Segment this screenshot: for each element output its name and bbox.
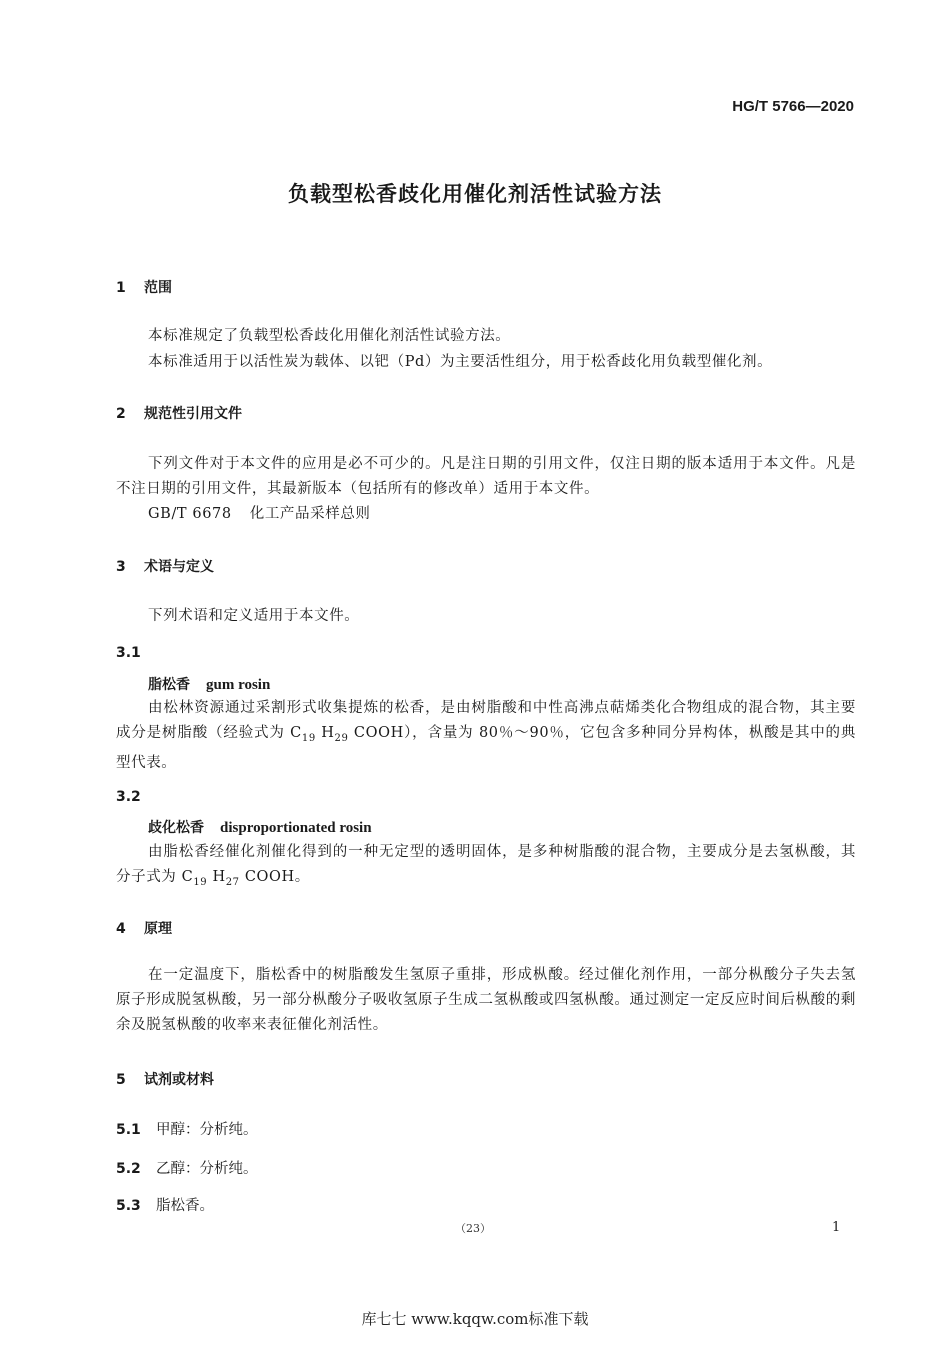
s3-para: 下列术语和定义适用于本文件。 [148,608,360,624]
item-text: 甲醇：分析纯。 [156,1122,258,1138]
document-title: 负载型松香歧化用催化剂活性试验方法 [288,182,662,206]
section-2-heading [116,403,242,423]
section-4-heading [116,918,172,938]
term-3-2-number: 3.2 [116,789,141,805]
page-number: 1 [832,1220,841,1235]
term-3-1-number: 3.1 [116,645,141,661]
section-number: 3 [116,559,126,575]
section-number: 1 [116,280,126,296]
term-3-1-definition: 由松林资源通过采割形式收集提炼的松香，是由树脂酸和中性高沸点萜烯类化合物组成的混合物，其主要成分是树脂酸（经验式为 $C_{19}$ $H_{29}$ COOH），含量为 80％～90％，它包含多种同分异构体，枞酸是其中的典型代表。 [116,700,856,771]
term-en: disproportionated rosin [220,820,372,836]
item-text: 脂松香。 [156,1198,214,1214]
list-item [116,1194,214,1215]
section-title: 原理 [144,921,172,937]
term-cn: 脂松香 [148,677,190,693]
section-number: 5 [116,1072,126,1088]
item-number: 5.3 [116,1198,141,1214]
normative-reference [148,502,371,527]
list-item [116,1118,258,1139]
section-title: 术语与定义 [144,559,214,575]
term-3-1 [148,674,270,694]
item-number: 5.1 [116,1122,141,1138]
section-title: 试剂或材料 [144,1072,214,1088]
section-number: 2 [116,406,126,422]
term-cn: 歧化松香 [148,820,204,836]
s2-para: 下列文件对于本文件的应用是必不可少的。凡是注日期的引用文件，仅注日期的版本适用于本文件。凡是不注日期的引用文件，其最新版本（包括所有的修改单）适用于本文件。 [116,456,856,497]
s1-para-2: 本标准适用于以活性炭为载体、以钯（Pd）为主要活性组分，用于松香歧化用负载型催化剂。 [148,354,773,370]
list-item [116,1157,258,1178]
section-5-heading [116,1069,214,1089]
reference-title: 化工产品采样总则 [249,506,371,522]
s1-para-1: 本标准规定了负载型松香歧化用催化剂活性试验方法。 [148,328,511,344]
standard-code: HG/T 5766—2020 [732,98,854,115]
item-number: 5.2 [116,1161,141,1177]
term-3-2 [148,817,372,837]
item-text: 乙醇：分析纯。 [156,1161,258,1177]
section-title: 范围 [144,280,172,296]
reference-code: GB/T 6678 [148,506,232,522]
section-number: 4 [116,921,126,937]
section-1-heading [116,277,172,297]
term-3-2-definition: 由脂松香经催化剂催化得到的一种无定型的透明固体，是多种树脂酸的混合物，主要成分是去氢枞酸，其分子式为 $C_{19}$ $H_{27}$ COOH。 [116,844,856,888]
watermark-text: 库七七 www.kqqw.com标准下载 [361,1310,589,1328]
section-title: 规范性引用文件 [144,406,242,422]
term-en: gum rosin [206,677,271,693]
section-3-heading [116,556,214,576]
page-reference: （23） [455,1222,491,1235]
s4-para: 在一定温度下，脂松香中的树脂酸发生氢原子重排，形成枞酸。经过催化剂作用，一部分枞酸分子失去氢原子形成脱氢枞酸，另一部分枞酸分子吸收氢原子生成二氢枞酸或四氢枞酸。通过测定一定反应时间后枞酸的剩余及脱氢枞酸的收率来表征催化剂活性。 [116,967,856,1033]
